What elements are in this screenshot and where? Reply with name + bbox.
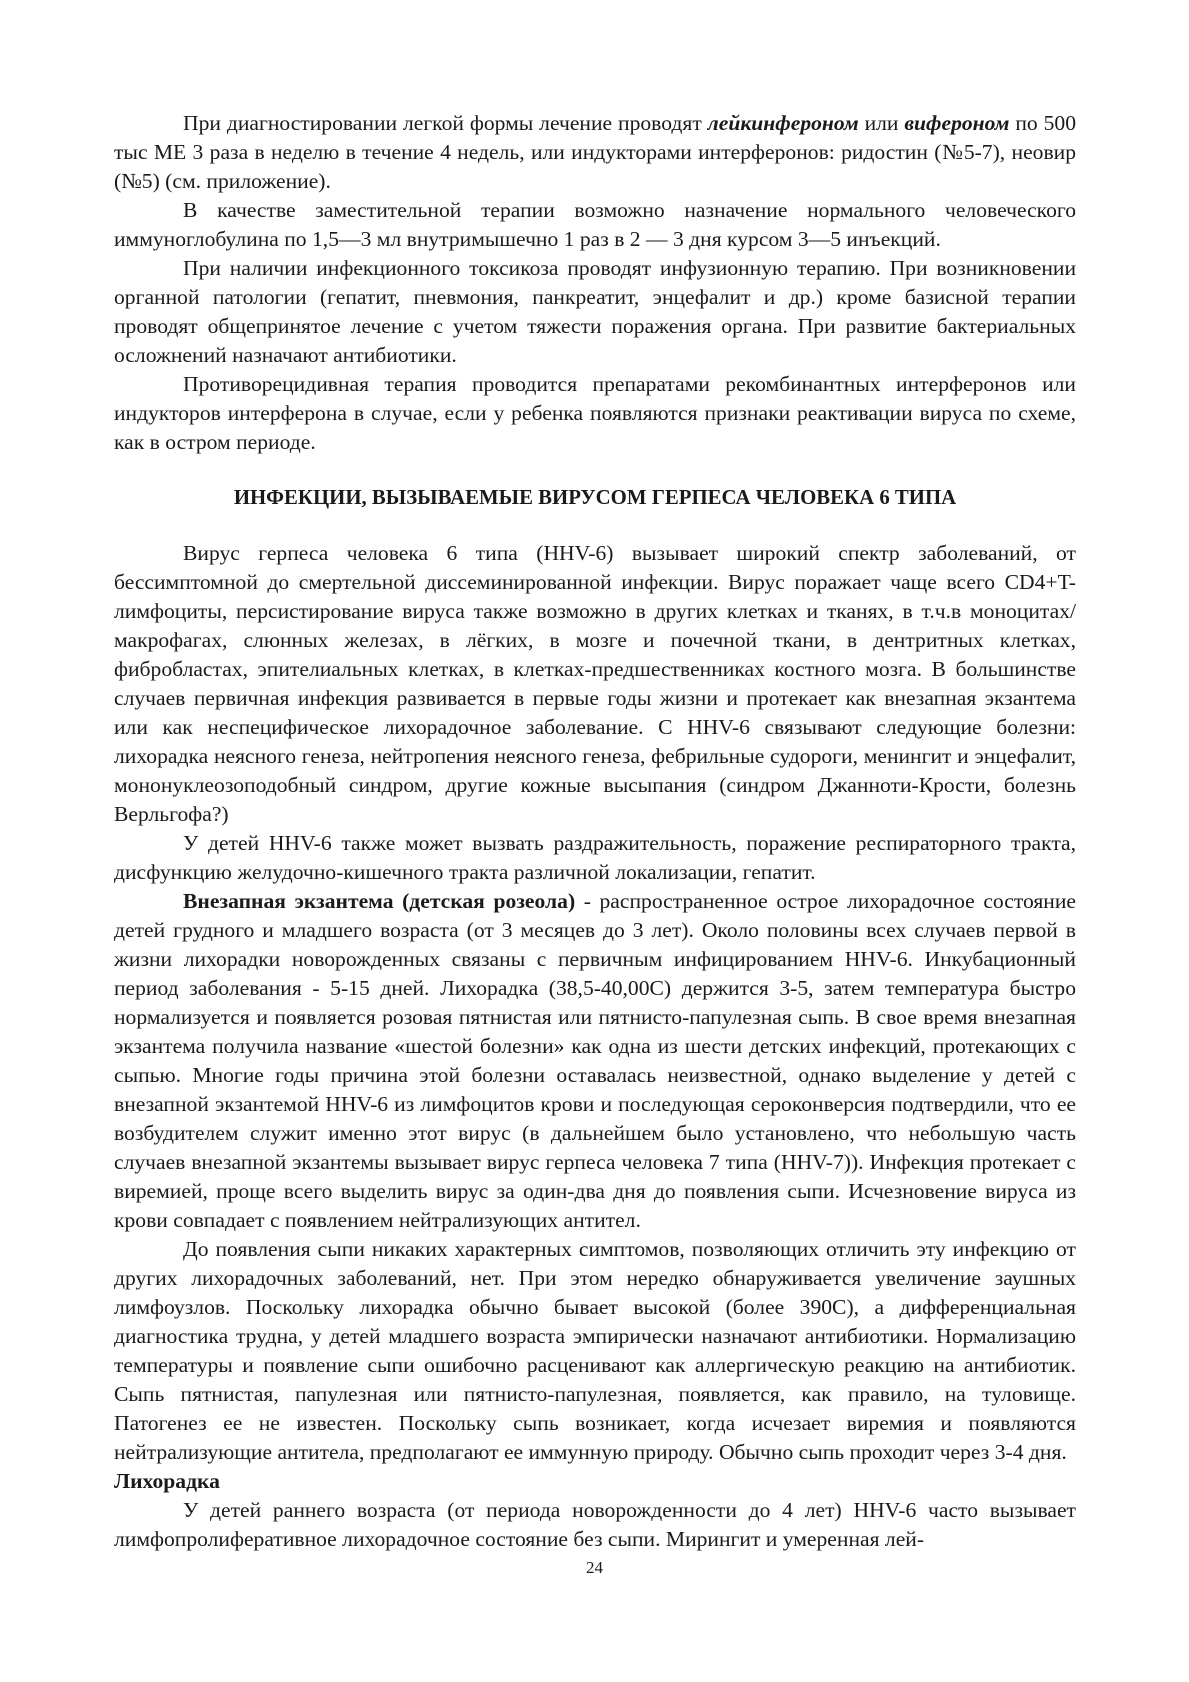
text-segment: или <box>858 111 905 135</box>
text-segment: по 500 тыс МЕ 3 раза в неделю в течение 4 недель, или индукторами интерферонов: ридостин (№5-7), неовир (№5) (см. приложение). <box>114 111 1077 193</box>
paragraph-hhv6-intro: Вирус герпеса человека 6 типа (HHV-6) вызывает широкий спектр заболеваний, от бессимптомной до смертельной диссеминированной инфекции. Вирус поражает чаще всего CD4+T-лимфоциты, персистирование вируса также возможно в других клетках и тканях, в т.ч.в моноцитах/макрофагах, слюнных железах, в лёгких, в мозге и почечной ткани, в дентритных клетках, фибробластах, эпителиальных клетках, в клетках-предшественниках костного мозга. В большинстве случаев первичная инфекция развивается в первые годы жизни и протекает как внезапная экзантема или как неспецифическое лихорадочное заболевание. С HHV-6 связывают следующие болезни: лихорадка неясного генеза, нейтропения неясного генеза, фебрильные судороги, менингит и энцефалит, мононуклеозоподобный синдром, другие кожные высыпания (синдром Джанноти-Крости, болезнь Верльгофа?) <box>114 541 1076 826</box>
paragraph-toxicosis: При наличии инфекционного токсикоза проводят инфузионную терапию. При возникновении органной патологии (гепатит, пневмония, панкреатит, энцефалит и др.) кроме базисной терапии проводят общепринятое лечение с учетом тяжести поражения органа. При развитие бактериальных осложнений назначают антибиотики. <box>114 256 1076 367</box>
document-page <box>114 109 1076 1554</box>
paragraph-exanthema <box>114 887 1076 1235</box>
paragraph-before-rash: До появления сыпи никаких характерных симптомов, позволяющих отличить эту инфекцию от других лихорадочных заболеваний, нет. При этом нередко обнаруживается увеличение заушных лимфоузлов. Поскольку лихорадка обычно бывает высокой (более 390С), а дифференциальная диагностика трудна, у детей младшего возраста эмпирически назначают антибиотики. Нормализацию температуры и появление сыпи ошибочно расценивают как аллергическую реакцию на антибиотик. Сыпь пятнистая, папулезная или пятнисто-папулезная, появляется, как правило, на туловище. Патогенез ее не известен. Поскольку сыпь возникает, когда исчезает виремия и появляются нейтрализующие антитела, предполагают ее иммунную природу. Обычно сыпь проходит через 3-4 дня. <box>114 1237 1076 1464</box>
text-segment: При диагностировании легкой формы лечение проводят <box>183 111 708 135</box>
paragraph-treatment-mild <box>114 109 1076 196</box>
drug-name-leukinferon: лейкинфероном <box>707 111 859 135</box>
page-number: 24 <box>586 1558 603 1577</box>
subheading-fever: Лихорадка <box>114 1469 220 1493</box>
paragraph-fever: У детей раннего возраста (от периода новорожденности до 4 лет) HHV-6 часто вызывает лимфопролиферативное лихорадочное состояние без сыпи. Мирингит и умеренная лей- <box>114 1498 1076 1551</box>
paragraph-hhv6-children: У детей HHV-6 также может вызвать раздражительность, поражение респираторного тракта, дисфункцию желудочно-кишечного тракта различной локализации, гепатит. <box>114 831 1076 884</box>
text-segment: - распространенное острое лихорадочное состояние детей грудного и младшего возраста (от 3 месяцев до 3 лет). Около половины всех случаев первой в жизни лихорадки новорожденных связаны с первичным инфицированием HHV-6. Инкубационный период заболевания - 5-15 дней. Лихорадка (38,5-40,00С) держится 3-5, затем температура быстро нормализуется и появляется розовая пятнистая или пятнисто-папулезная сыпь. В свое время внезапная экзантема получила название «шестой болезни» как одна из шести детских инфекций, протекающих с сыпью. Многие годы причина этой болезни оставалась неизвестной, однако выделение у детей с внезапной экзантемой HHV-6 из лимфоцитов крови и последующая сероконверсия подтвердили, что ее возбудителем служит именно этот вирус (в дальнейшем было установлено, что небольшую часть случаев внезапной экзантемы вызывает вирус герпеса человека 7 типа (HHV-7)). Инфекция протекает с виремией, проще всего выделить вирус за один-два дня до появления сыпи. Исчезновение вируса из крови совпадает с появлением нейтрализующих антител. <box>114 889 1076 1232</box>
paragraph-antirelapse: Противорецидивная терапия проводится препаратами рекомбинантных интерферонов или индукторов интерферона в случае, если у ребенка появляются признаки реактивации вируса по схеме, как в остром периоде. <box>114 372 1076 454</box>
paragraph-replacement-therapy: В качестве заместительной терапии возможно назначение нормального человеческого иммуноглобулина по 1,5—3 мл внутримышечно 1 раз в 2 — 3 дня курсом 3—5 инъекций. <box>114 198 1076 251</box>
drug-name-viferon: вифероном <box>904 111 1010 135</box>
section-heading: ИНФЕКЦИИ, ВЫЗЫВАЕМЫЕ ВИРУСОМ ГЕРПЕСА ЧЕЛОВЕКА 6 ТИПА <box>233 486 957 509</box>
term-exanthema: Внезапная экзантема (детская розеола) <box>183 889 576 913</box>
